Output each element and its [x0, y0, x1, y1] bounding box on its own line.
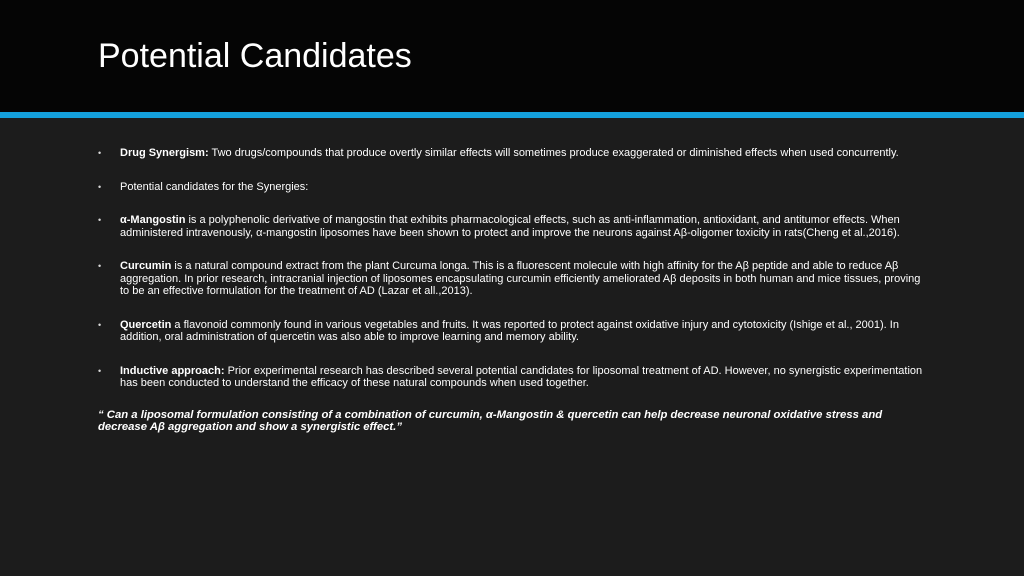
bullet-text: a flavonoid commonly found in various vegetables and fruits. It was reported to protect against oxidative injury and cytotoxicity (Ishige et al., 2001). In addition, oral administration of quercetin was also able to improve learning and memory ability. [120, 318, 899, 343]
bullet-potential-candidates [98, 181, 926, 194]
slide-content [98, 147, 926, 434]
bullet-text: Two drugs/compounds that produce overtly similar effects will sometimes produce exaggerated or diminished effects when used concurrently. [208, 147, 899, 159]
bullet-icon: • [98, 148, 102, 158]
bullet-text: Potential candidates for the Synergies: [120, 180, 309, 193]
bullet-term: Inductive approach: [120, 364, 225, 377]
bullet-text: Prior experimental research has described several potential candidates for liposomal treatment of AD. However, no synergistic experimentation has been conducted to understand the efficacy of these natural compounds when used together. [120, 364, 923, 389]
bullet-icon: • [98, 181, 102, 192]
bullet-curcumin [98, 260, 926, 298]
bullet-drug-synergism [98, 147, 926, 160]
bullet-alpha-mangostin [98, 214, 926, 239]
slide-title: Potential Candidates [98, 37, 412, 75]
bullet-icon: • [98, 319, 102, 330]
title-bar [0, 0, 1024, 112]
bullet-icon: • [98, 215, 102, 225]
bullet-inductive-approach [98, 365, 926, 390]
bullet-term: Drug Synergism: [120, 147, 209, 159]
bullet-quercetin [98, 319, 926, 344]
bullet-text: is a natural compound extract from the plant Curcuma longa. This is a fluorescent molecule with high affinity for the Aβ peptide and able to reduce Aβ aggregation. In prior research, intracranial injection of liposomes encapsulating curcumin efficiently ameliorated Aβ deposits in both human and mice tissues, proving to be an effective formulation for the treatment of AD (Lazar et all.,2013). [120, 260, 921, 297]
accent-divider [0, 112, 1024, 118]
bullet-term: Quercetin [120, 318, 172, 331]
bullet-text: is a polyphenolic derivative of mangostin that exhibits pharmacological effects, such as anti-inflammation, antioxidant, and antitumor effects. When administered intravenously, α-mangostin liposomes have been shown to protect and improve the neurons against Aβ-oligomer toxicity in rats(Cheng et al.,2016). [120, 214, 900, 239]
bullet-icon: • [98, 365, 102, 376]
bullet-term: α-Mangostin [120, 214, 186, 226]
bullet-icon: • [98, 261, 102, 271]
bullet-term: Curcumin [120, 260, 172, 272]
research-question-quote: “ Can a liposomal formulation consisting of a combination of curcumin, α-Mangostin & quercetin can help decrease neuronal oxidative stress and decrease Aβ aggregation and show a synergistic effect.” [98, 408, 883, 433]
